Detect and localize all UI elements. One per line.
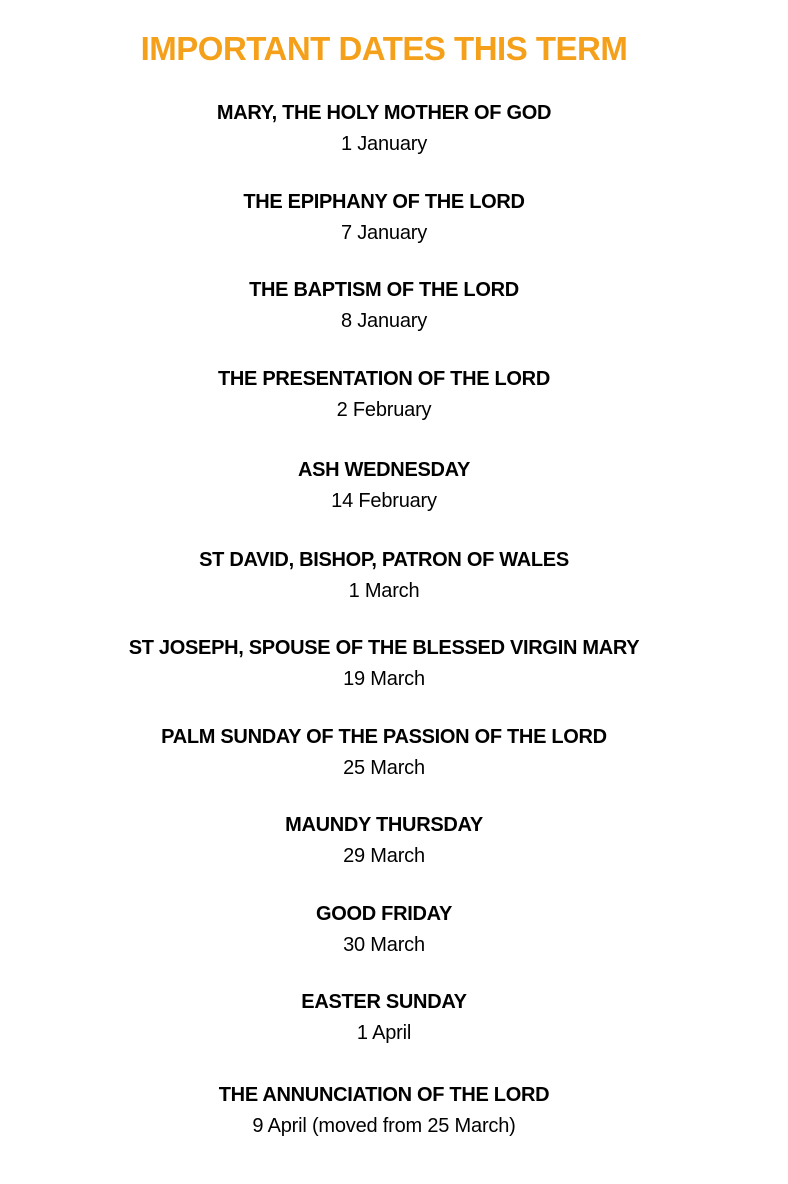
event-name: GOOD FRIDAY	[316, 903, 452, 925]
event-item	[0, 635, 768, 692]
event-name: THE BAPTISM OF THE LORD	[249, 279, 519, 301]
event-name: ST JOSEPH, SPOUSE OF THE BLESSED VIRGIN MARY	[128, 637, 640, 659]
event-date: 7 January	[340, 222, 428, 244]
event-name: ST DAVID, BISHOP, PATRON OF WALES	[199, 549, 569, 571]
event-name: EASTER SUNDAY	[301, 991, 467, 1013]
event-item	[0, 366, 768, 423]
event-name: MARY, THE HOLY MOTHER OF GOD	[216, 102, 552, 124]
event-date: 1 March	[348, 580, 420, 602]
page-title: IMPORTANT DATES THIS TERM	[140, 30, 628, 67]
event-item	[0, 457, 768, 514]
event-date: 9 April (moved from 25 March)	[252, 1115, 516, 1137]
event-date: 1 January	[340, 133, 428, 155]
event-date: 29 March	[343, 845, 425, 867]
event-name: THE ANNUNCIATION OF THE LORD	[218, 1084, 550, 1106]
event-item	[0, 989, 768, 1046]
event-name: THE PRESENTATION OF THE LORD	[218, 368, 550, 390]
event-date: 25 March	[343, 757, 425, 779]
event-date: 14 February	[331, 490, 437, 512]
event-item	[0, 812, 768, 869]
event-name: ASH WEDNESDAY	[297, 459, 471, 481]
event-date: 30 March	[343, 934, 425, 956]
event-date: 19 March	[343, 668, 425, 690]
event-name: MAUNDY THURSDAY	[285, 814, 483, 836]
event-date: 2 February	[336, 399, 432, 421]
event-item	[0, 100, 768, 157]
event-name: PALM SUNDAY OF THE PASSION OF THE LORD	[161, 726, 607, 748]
event-date: 8 January	[340, 310, 428, 332]
event-item	[0, 1082, 768, 1139]
event-item	[0, 547, 768, 604]
event-item	[0, 724, 768, 781]
event-item	[0, 189, 768, 246]
event-date: 1 April	[356, 1022, 412, 1044]
event-item	[0, 901, 768, 958]
event-name: THE EPIPHANY OF THE LORD	[243, 191, 525, 213]
event-item	[0, 277, 768, 334]
